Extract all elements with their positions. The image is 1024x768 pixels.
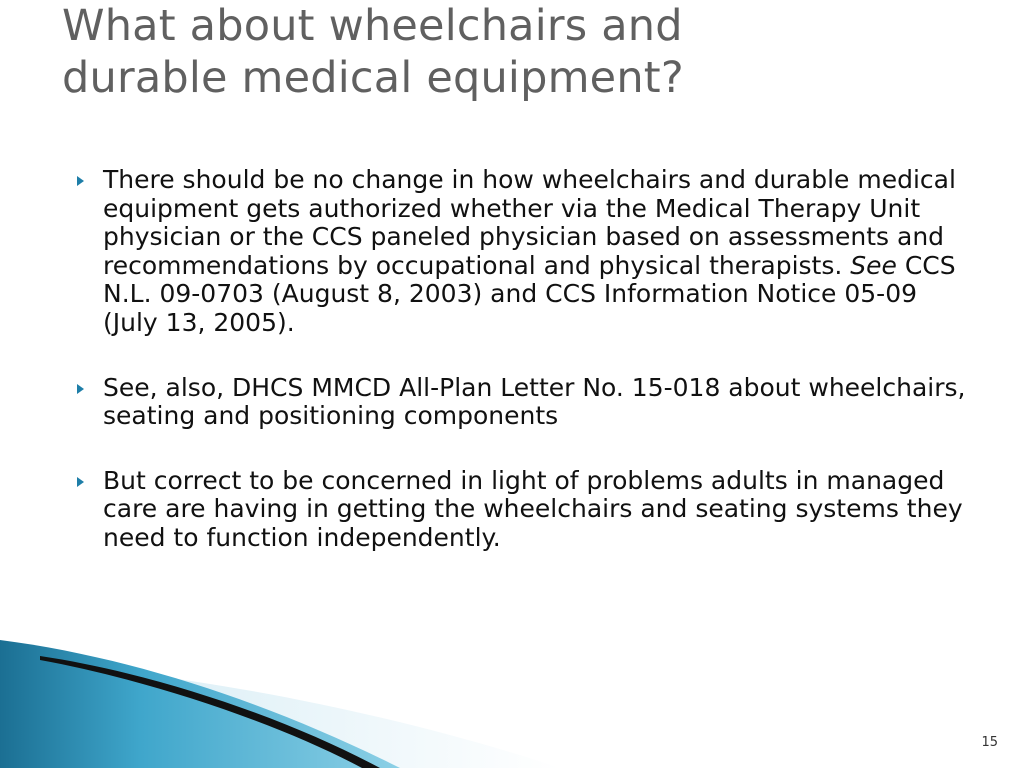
triangle-right-icon xyxy=(77,176,84,186)
bullet-text-3: But correct to be concerned in light of problems adults in managed care are having in getting the wheelchairs and seating systems they need to function independently. xyxy=(103,465,963,552)
slide-title xyxy=(62,0,962,104)
bullet-1-text-before: There should be no change in how wheelchairs and durable medical equipment gets authorized whether via the Medical Therapy Unit physician or the CCS paneled physician based on assessments and recommendations by occupational and physical therapists. xyxy=(103,165,956,280)
bullet-1-text-after: CCS N.L. 09-0703 (August 8, 2003) and CCS Information Notice 05-09 (July 13, 2005). xyxy=(103,250,956,337)
decorative-wave xyxy=(0,638,1024,768)
bullet-item-3 xyxy=(75,467,975,553)
triangle-right-icon xyxy=(77,477,84,487)
page-number: 15 xyxy=(981,735,998,750)
bullet-1-emphasis: See xyxy=(850,250,897,280)
slide-title-line-2: durable medical equipment? xyxy=(62,53,684,103)
triangle-right-icon xyxy=(77,384,84,394)
bullet-item-1 xyxy=(75,166,975,338)
slide-title-line-1: What about wheelchairs and xyxy=(62,1,683,51)
bullet-item-2 xyxy=(75,374,975,431)
bullet-list xyxy=(75,166,975,589)
bullet-text-2: See, also, DHCS MMCD All-Plan Letter No. 15-018 about wheelchairs, seating and positioning components xyxy=(103,372,966,431)
bullet-text-1 xyxy=(103,166,975,338)
